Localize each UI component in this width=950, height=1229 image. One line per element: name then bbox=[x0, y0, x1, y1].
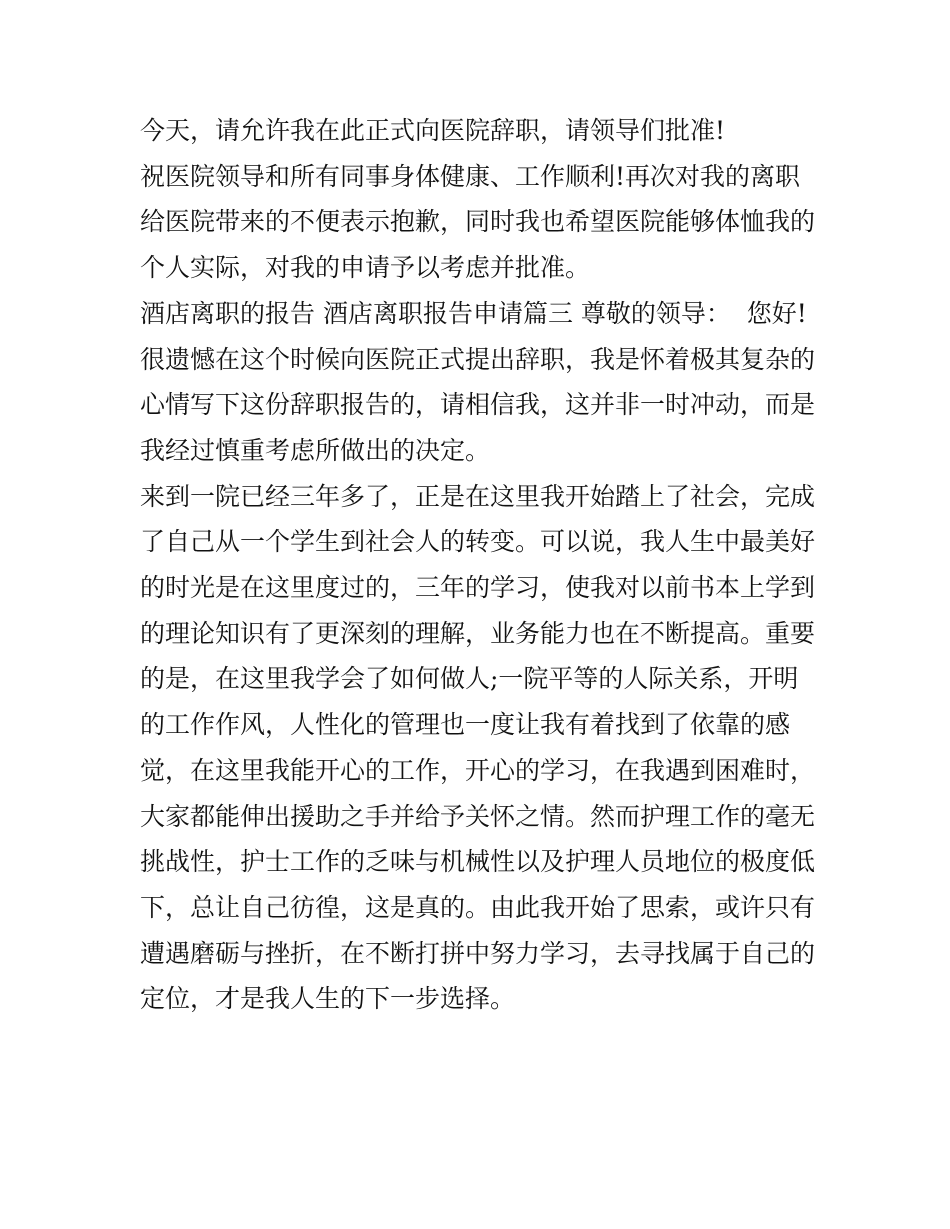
paragraph-4: 很遗憾在这个时候向医院正式提出辞职，我是怀着极其复杂的 心情写下这份辞职报告的，请相信我，这并非一时冲动，而是 我经过慎重考虑所做出的决定。 bbox=[140, 344, 816, 465]
paragraph-5: 来到一院已经三年多了，正是在这里我开始踏上了社会，完成 了自己从一个学生到社会人的转变。可以说，我人生中最美好 的时光是在这里度过的，三年的学习，使我对以前书本上学到 的理论知识有了更深刻的理解，业务能力也在不断提高。重要 的是，在这里我学会了如何做人;一院平等的人际关系，开明 的工作作风，人性化的管理也一度让我有着找到了依靠的感 觉，在这里我能开心的工作，开心的学习，在我遇到困难时， 大家都能伸出援助之手并给予关怀之情。然而护理工作的毫无 挑战性，护士工作的乏味与机械性以及护理人员地位的极度低 下，总让自己彷徨，这是真的。由此我开始了思索，或许只有 遭遇磨砺与挫折，在不断打拼中努力学习，去寻找属于自己的 定位，才是我人生的下一步选择。 bbox=[140, 481, 816, 1014]
document-body bbox=[140, 108, 820, 1022]
paragraph-2: 祝医院领导和所有同事身体健康、工作顺利!再次对我的离职 给医院带来的不便表示抱歉，同时我也希望医院能够体恤我的 个人实际，对我的申请予以考虑并批准。 bbox=[140, 161, 816, 283]
paragraph-1: 今天，请允许我在此正式向医院辞职，请领导们批准! bbox=[140, 116, 726, 145]
paragraph-3: 酒店离职的报告 酒店离职报告申请篇三 尊敬的领导： 您好! bbox=[140, 298, 807, 328]
